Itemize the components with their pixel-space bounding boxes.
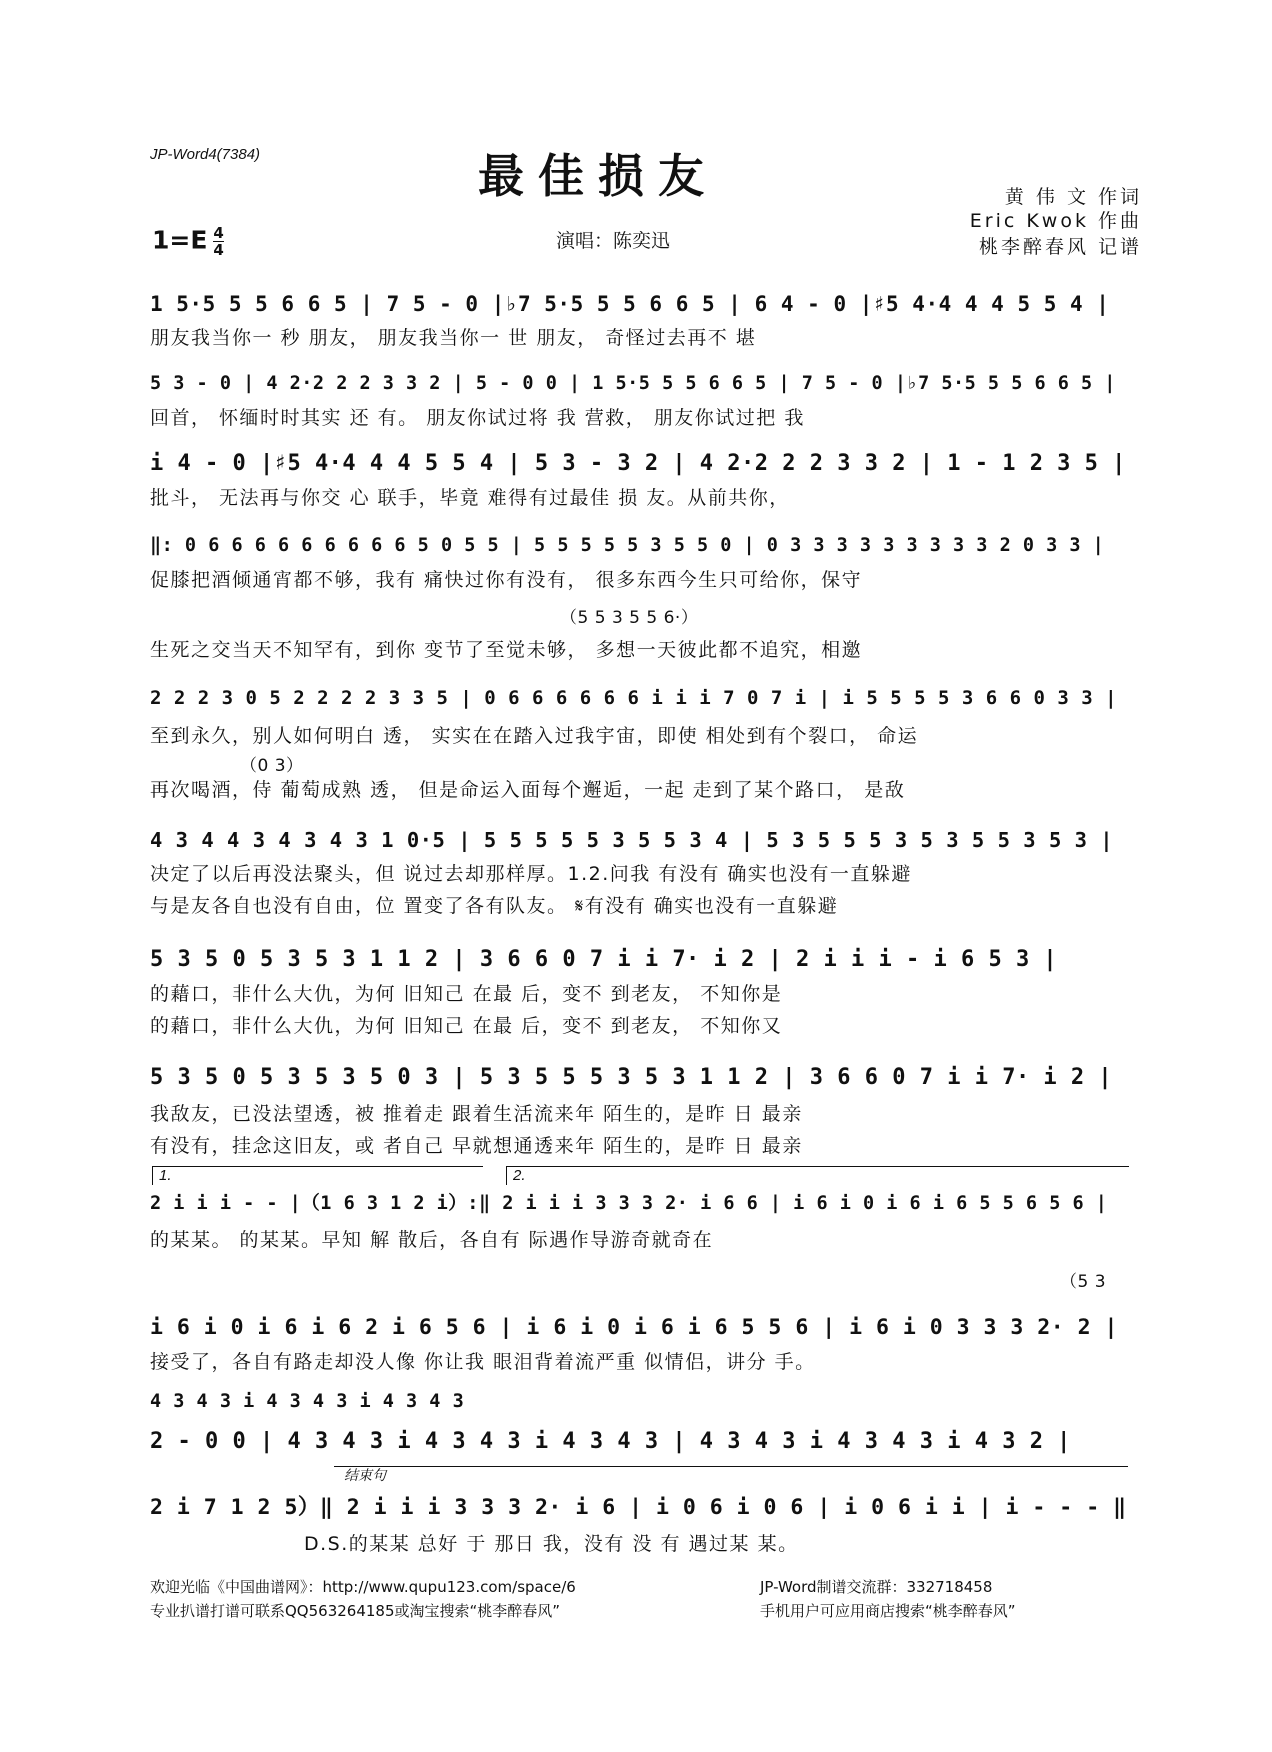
lyric-line-3: 批斗， 无法再与你交 心 联手，毕竟 难得有过最佳 损 友。从前共你， bbox=[150, 487, 790, 509]
footer-website: 欢迎光临《中国曲谱网》：http://www.qupu123.com/space/6 bbox=[150, 1578, 576, 1596]
coda-label: 结束句 bbox=[344, 1467, 386, 1483]
music-line-7: 5 3 5 0 5 3 5 3 1 1 2 | 3 6 6 0 7 i i 7· i 2 | 2 i i i - i 6 5 3 | bbox=[150, 947, 1058, 972]
page-title: 最佳损友 bbox=[478, 149, 718, 203]
lyric-line-9: 的某某。 的某某。早知 解 散后，各自有 际遇作导游奇就奇在 bbox=[150, 1229, 714, 1251]
music-line-2: 5 3 - 0 | 4 2·2 2 2 3 3 2 | 5 - 0 0 | 1 5·5 5 5 6 6 5 | 7 5 - 0 |♭7 5·5 5 5 6 6 5 | bbox=[150, 373, 1116, 394]
transcriber-credit: 桃李醉春风 记谱 bbox=[978, 236, 1142, 258]
upper-voice-11: 4 3 4 3 i 4 3 4 3 i 4 3 4 3 bbox=[150, 1391, 465, 1412]
lyric-line-6b: 与是友各自也没有自由，位 置变了各有队友。 𝄋有没有 确实也没有一直躲避 bbox=[150, 895, 839, 917]
singer-credit: 演唱：陈奕迅 bbox=[556, 230, 671, 252]
volta-1-label: 1. bbox=[159, 1167, 172, 1184]
music-line-9: 2 i i i - - |（1 6 3 1 2 i）:‖ 2 i i i 3 3 3 2· i 6 6 | i 6 i 0 i 6 i 6 5 5 6 5 6 | bbox=[150, 1193, 1108, 1214]
music-line-4: ‖: 0 6 6 6 6 6 6 6 6 6 5 0 5 5 | 5 5 5 5 5 3 5 5 0 | 0 3 3 3 3 3 3 3 3 3 2 0 3 3 | bbox=[150, 535, 1105, 556]
music-line-6: 4 3 4 4 3 4 3 4 3 1 0·5 | 5 5 5 5 5 3 5 5 3 4 | 5 3 5 5 5 3 5 3 5 5 3 5 3 | bbox=[150, 828, 1114, 852]
lyric-line-8a: 我敌友，已没法望透，被 推着走 跟着生活流来年 陌生的，是昨 日 最亲 bbox=[150, 1103, 803, 1125]
lyricist-credit: 黄 伟 文 作词 bbox=[1004, 186, 1142, 208]
lyric-line-4b: 生死之交当天不知罕有，到你 变节了至觉未够， 多想一天彼此都不追究，相邀 bbox=[150, 639, 863, 661]
music-line-10: i 6 i 0 i 6 i 6 2 i 6 5 6 | i 6 i 0 i 6 i 6 5 5 6 | i 6 i 0 3 3 3 2· 2 | bbox=[150, 1315, 1118, 1340]
music-line-8: 5 3 5 0 5 3 5 3 5 0 3 | 5 3 5 5 5 3 5 3 1 1 2 | 3 6 6 0 7 i i 7· i 2 | bbox=[150, 1065, 1113, 1090]
composer-credit: Eric Kwok 作曲 bbox=[969, 210, 1142, 232]
footer-contact: 专业扒谱打谱可联系QQ563264185或淘宝搜索“桃李醉春风” bbox=[150, 1602, 561, 1620]
lyric-line-12: D.S.的某某 总好 于 那日 我，没有 没 有 遇过某 某。 bbox=[304, 1533, 799, 1555]
software-label: JP-Word4(7384) bbox=[150, 146, 261, 163]
footer-group: JP-Word制谱交流群：332718458 bbox=[760, 1578, 993, 1596]
key-label: 1=E bbox=[152, 225, 208, 255]
alt-notes-5: （0 3） bbox=[240, 756, 304, 776]
volta-2-bracket bbox=[506, 1166, 1129, 1185]
lyric-line-5a: 至到永久，别人如何明白 透， 实实在在踏入过我宇宙，即使 相处到有个裂口， 命运 bbox=[150, 725, 919, 747]
key-signature bbox=[152, 225, 224, 258]
volta-2-label: 2. bbox=[513, 1167, 526, 1184]
music-line-12: 2 i 7 1 2 5）‖ 2 i i i 3 3 3 2· i 6 | i 0 6 i 0 6 | i 0 6 i i | i - - - ‖ bbox=[150, 1495, 1127, 1520]
lyric-line-1: 朋友我当你一 秒 朋友， 朋友我当你一 世 朋友， 奇怪过去再不 堪 bbox=[150, 327, 757, 349]
lyric-line-7a: 的藉口，非什么大仇，为何 旧知己 在最 后，变不 到老友， 不知你是 bbox=[150, 983, 783, 1005]
lyric-line-5b: 再次喝酒，侍 葡萄成熟 透， 但是命运入面每个邂逅，一起 走到了某个路口， 是敌 bbox=[150, 779, 906, 801]
alt-notes-4: （5 5 3 5 5 6·） bbox=[560, 608, 699, 628]
time-bottom: 4 bbox=[213, 241, 224, 259]
lyric-line-4a: 促膝把酒倾通宵都不够，我有 痛快过你有没有， 很多东西今生只可给你，保守 bbox=[150, 569, 863, 591]
footer-app: 手机用户可应用商店搜索“桃李醉春风” bbox=[760, 1602, 1016, 1620]
volta-1-bracket bbox=[152, 1166, 483, 1185]
lyric-line-2: 回首， 怀缅时时其实 还 有。 朋友你试过将 我 营救， 朋友你试过把 我 bbox=[150, 407, 805, 429]
music-line-5: 2 2 2 3 0 5 2 2 2 2 3 3 5 | 0 6 6 6 6 6 6 i i i 7 0 7 i | i 5 5 5 5 3 6 6 0 3 3 | bbox=[150, 687, 1118, 709]
time-signature bbox=[213, 225, 223, 258]
time-top: 4 bbox=[213, 224, 224, 242]
lyric-line-10: 接受了，各自有路走却没人像 你让我 眼泪背着流严重 似情侣，讲分 手。 bbox=[150, 1351, 816, 1373]
lyric-line-7b: 的藉口，非什么大仇，为何 旧知己 在最 后，变不 到老友， 不知你又 bbox=[150, 1015, 783, 1037]
music-line-11: 2 - 0 0 | 4 3 4 3 i 4 3 4 3 i 4 3 4 3 | 4 3 4 3 i 4 3 4 3 i 4 3 2 | bbox=[150, 1429, 1071, 1454]
coda-bracket bbox=[334, 1466, 1128, 1481]
lyric-line-6a: 决定了以后再没法聚头，但 说过去却那样厚。1.2.问我 有没有 确实也没有一直躲避 bbox=[150, 863, 912, 885]
music-line-3: i 4 - 0 |♯5 4·4 4 4 5 5 4 | 5 3 - 3 2 | 4 2·2 2 2 3 3 2 | 1 - 1 2 3 5 | bbox=[150, 451, 1126, 476]
alt-notes-10: （5 3 bbox=[1060, 1272, 1107, 1292]
lyric-line-8b: 有没有，挂念这旧友，或 者自己 早就想通透来年 陌生的，是昨 日 最亲 bbox=[150, 1135, 803, 1157]
music-line-1: 1 5·5 5 5 6 6 5 | 7 5 - 0 |♭7 5·5 5 5 6 6 5 | 6 4 - 0 |♯5 4·4 4 4 5 5 4 | bbox=[150, 292, 1110, 316]
